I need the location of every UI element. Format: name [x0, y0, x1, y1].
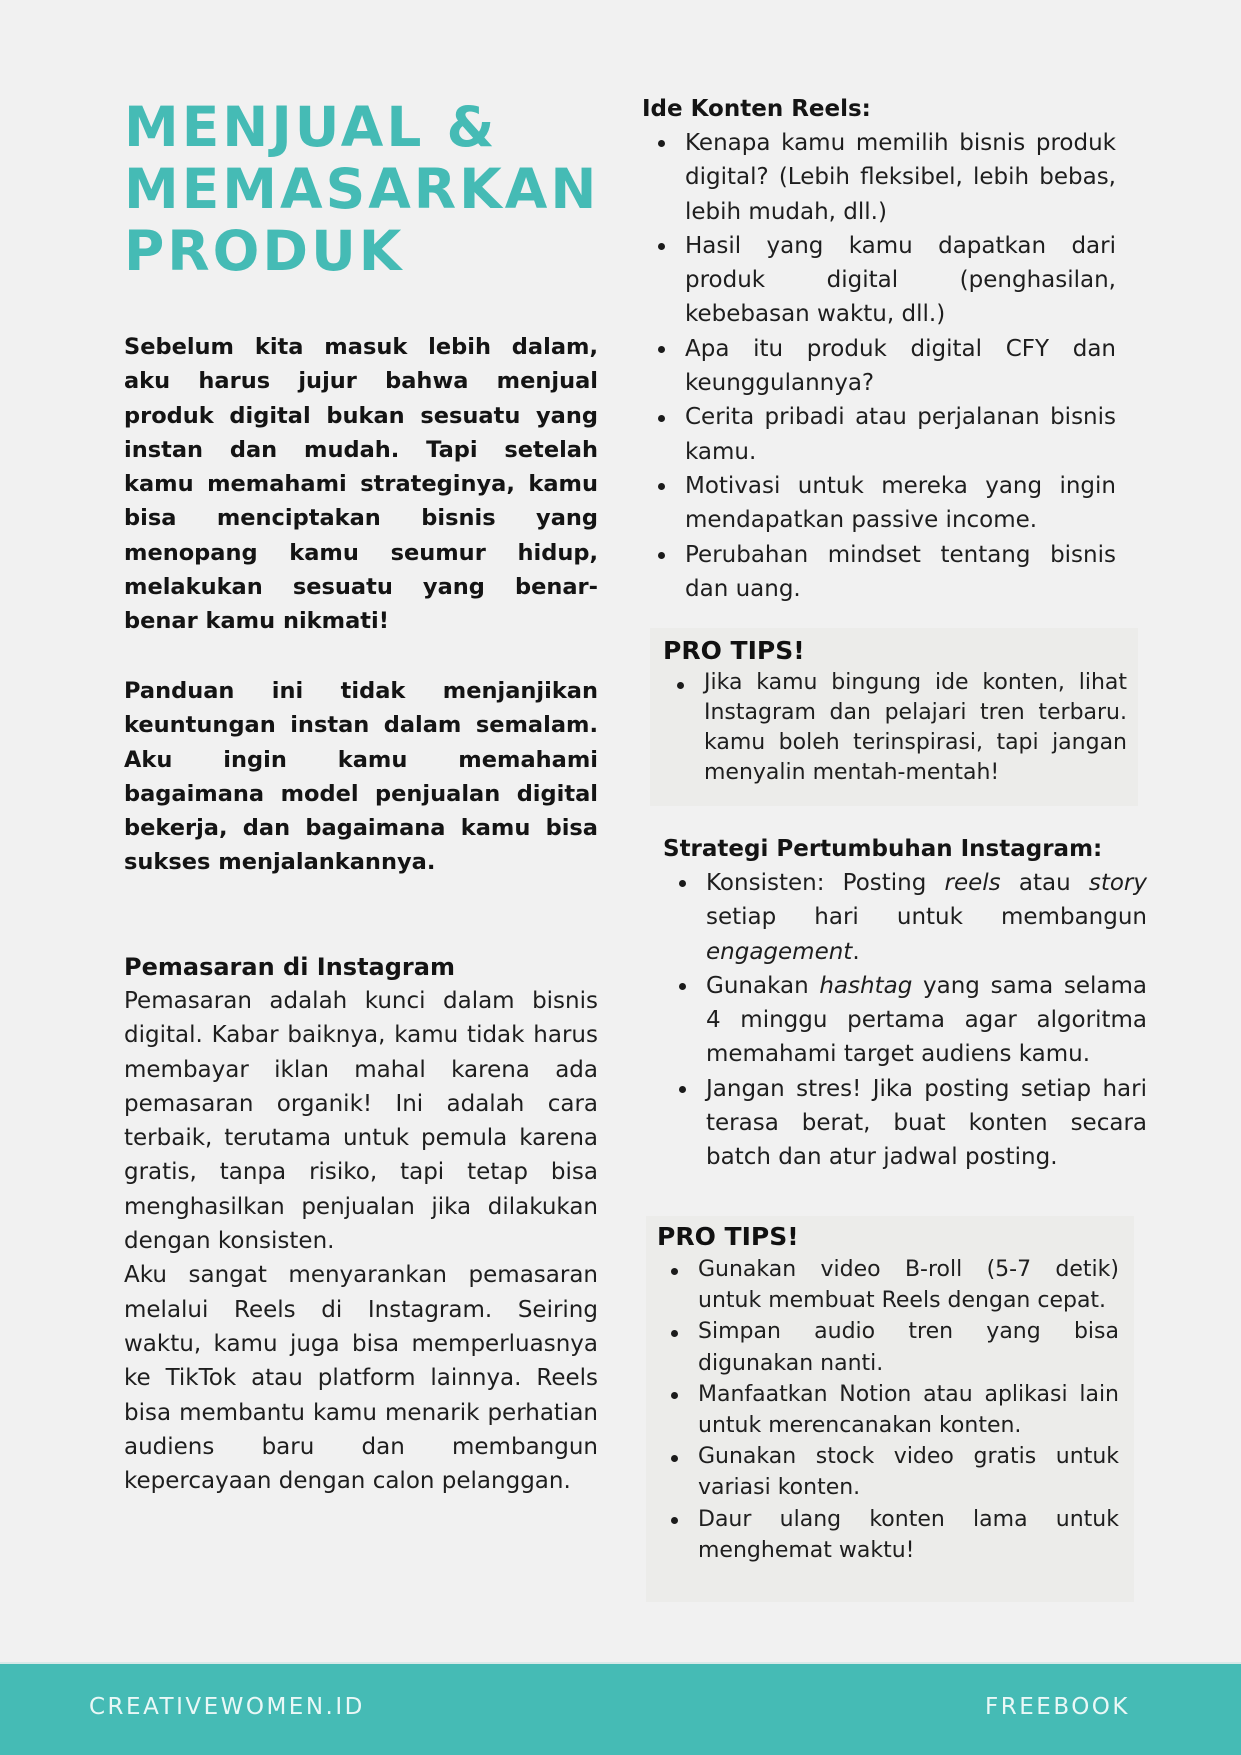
text-run: atau [1000, 870, 1089, 896]
instagram-marketing-section [124, 950, 598, 1498]
growth-strategy-section [663, 832, 1147, 1175]
list-item: Gunakan video B-roll (5-7 detik) untuk membuat Reels dengan cepat. [698, 1254, 1119, 1316]
pro-tips-box [663, 634, 1127, 788]
intro-paragraph: Sebelum kita masuk lebih dalam, aku harus jujur bahwa menjual produk digital bukan sesuatu yang instan dan mudah. Tapi setelah kamu memahami strateginya, kamu bisa menciptakan bisnis yang menopang kamu seumur hidup, melakukan sesuatu yang benar-benar kamu nikmati! [124, 334, 598, 635]
section-paragraph: Aku sangat menyarankan pemasaran melalui Reels di Instagram. Seiring waktu, kamu juga bisa memperluasnya ke TikTok atau platform lainnya. Reels bisa membantu kamu menarik perhatian audiens baru dan membangun kepercayaan dengan calon pelanggan. [124, 1262, 598, 1495]
section-heading: Strategi Pertumbuhan Instagram: [663, 836, 1103, 862]
pro-tips-box [657, 1220, 1119, 1566]
text-run: Konsisten: Posting [706, 870, 945, 896]
list-item: Manfaatkan Notion atau aplikasi lain untuk merencanakan konten. [698, 1379, 1119, 1441]
intro-paragraph: Panduan ini tidak menjanjikan keuntungan instan dalam semalam. Aku ingin kamu memahami bagaimana model penjualan digital bekerja, dan bagaimana kamu bisa sukses menjalankannya. [124, 678, 598, 876]
reels-ideas-section [642, 92, 1116, 606]
text-run: . [852, 938, 860, 965]
list-item [706, 866, 1147, 969]
tips-heading: PRO TIPS! [663, 636, 805, 665]
section-heading: Ide Konten Reels: [642, 96, 871, 122]
list-item [706, 969, 1147, 1072]
tips-list [698, 1254, 1119, 1566]
text-run-italic: engagement [706, 938, 853, 965]
text-run: Gunakan [706, 972, 820, 999]
text-run: yang sama selama 4 minggu pertama agar algoritma memahami target audiens kamu. [706, 972, 1147, 1068]
title-line: MENJUAL & [124, 95, 498, 159]
list-item: Jangan stres! Jika posting setiap hari terasa berat, buat konten secara batch dan atur jadwal posting. [706, 1072, 1147, 1175]
growth-list [706, 866, 1147, 1175]
footer-bar [0, 1662, 1241, 1755]
list-item: Simpan audio tren yang bisa digunakan nanti. [698, 1316, 1119, 1378]
list-item: Hasil yang kamu dapatkan dari produk digital (penghasilan, kebebasan waktu, dll.) [685, 229, 1116, 332]
reels-ideas-list [685, 126, 1116, 606]
list-item: Gunakan stock video gratis untuk variasi konten. [698, 1441, 1119, 1503]
list-item: Daur ulang konten lama untuk menghemat waktu! [698, 1504, 1119, 1566]
text-run-italic: hashtag [819, 972, 913, 999]
text-run: setiap hari untuk membangun [706, 904, 1147, 931]
page-title [124, 96, 624, 282]
tips-heading: PRO TIPS! [657, 1222, 799, 1251]
list-item: Cerita pribadi atau perjalanan bisnis kamu. [685, 400, 1116, 469]
text-run-italic: story [1088, 870, 1147, 896]
list-item: Perubahan mindset tentang bisnis dan uang. [685, 538, 1116, 607]
tips-list [704, 668, 1127, 788]
text-run-italic: reels [944, 870, 1001, 896]
section-heading: Pemasaran di Instagram [124, 953, 455, 981]
footer-label: FREEBOOK [985, 1694, 1130, 1720]
list-item: Jika kamu bingung ide konten, lihat Instagram dan pelajari tren terbaru. kamu boleh terinspirasi, tapi jangan menyalin mentah-mentah! [704, 668, 1127, 788]
title-line: MEMASARKAN [124, 157, 600, 221]
list-item: Motivasi untuk mereka yang ingin mendapatkan passive income. [685, 469, 1116, 538]
title-line: PRODUK [124, 219, 405, 283]
list-item: Apa itu produk digital CFY dan keunggulannya? [685, 332, 1116, 401]
list-item: Kenapa kamu memilih bisnis produk digital? (Lebih fleksibel, lebih bebas, lebih mudah, dll.) [685, 126, 1116, 229]
section-paragraph: Pemasaran adalah kunci dalam bisnis digital. Kabar baiknya, kamu tidak harus membayar iklan mahal karena ada pemasaran organik! Ini adalah cara terbaik, terutama untuk pemula karena gratis, tanpa risiko, tapi tetap bisa menghasilkan penjualan jika dilakukan dengan konsisten. [124, 988, 598, 1255]
footer-brand: CREATIVEWOMEN.ID [89, 1694, 365, 1720]
